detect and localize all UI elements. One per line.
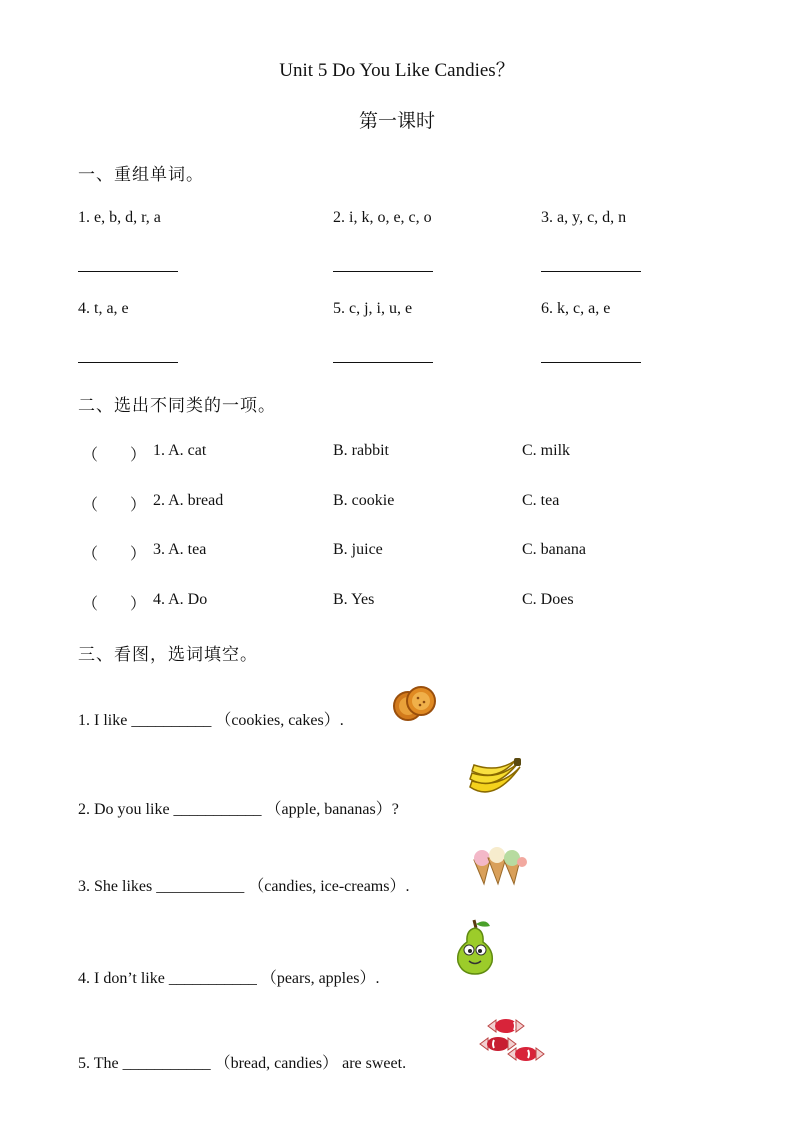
fill-blank-5[interactable]: ___________ (122, 1055, 211, 1072)
scramble-item-1: 1. e, b, d, r, a (78, 209, 161, 226)
answer-line-5[interactable] (333, 362, 433, 363)
banana-icon (466, 757, 524, 803)
question-4-option-b: B. Yes (333, 591, 375, 608)
answer-line-4[interactable] (78, 362, 178, 363)
question-4-option-a: 4. A. Do (153, 591, 208, 608)
fill-blank-2[interactable]: ___________ (173, 801, 262, 818)
pear-icon (452, 918, 498, 976)
fill-blank-3[interactable]: ___________ (156, 878, 245, 895)
section2-heading: 二、选出不同类的一项。 (78, 396, 276, 415)
question-3-option-a: 3. A. tea (153, 541, 207, 558)
answer-line-2[interactable] (333, 271, 433, 272)
answer-line-3[interactable] (541, 271, 641, 272)
question-1-option-b: B. rabbit (333, 442, 389, 459)
candies-icon (478, 1014, 546, 1064)
question-1-option-a: 1. A. cat (153, 442, 207, 459)
question-2-option-a: 2. A. bread (153, 492, 224, 509)
section3-heading: 三、看图，选词填空。 (78, 645, 258, 664)
answer-bracket-4[interactable]: （ ） (82, 596, 147, 613)
fill-blank-1[interactable]: __________ (131, 712, 212, 729)
fill-sentence-3: 3. She likes ___________ （candies, ice-creams）. (78, 878, 410, 895)
scramble-item-6: 6. k, c, a, e (541, 300, 611, 317)
scramble-item-3: 3. a, y, c, d, n (541, 209, 627, 226)
fill-blank-4[interactable]: ___________ (168, 970, 257, 987)
question-3-option-c: C. banana (522, 541, 586, 558)
section1-heading: 一、重组单词。 (78, 165, 204, 184)
answer-bracket-3[interactable]: （ ） (82, 546, 147, 563)
ice-cream-icon (470, 846, 528, 886)
question-1-option-c: C. milk (522, 442, 571, 459)
scramble-item-2: 2. i, k, o, e, c, o (333, 209, 432, 226)
question-2-option-b: B. cookie (333, 492, 395, 509)
lesson-subtitle: 第一课时 (358, 111, 435, 132)
scramble-item-5: 5. c, j, i, u, e (333, 300, 413, 317)
fill-sentence-1: 1. I like __________ （cookies, cakes）. (78, 712, 344, 729)
page-title: Unit 5 Do You Like Candies？ (279, 60, 515, 81)
answer-line-6[interactable] (541, 362, 641, 363)
question-2-option-c: C. tea (522, 492, 560, 509)
question-4-option-c: C. Does (522, 591, 574, 608)
answer-bracket-2[interactable]: （ ） (82, 497, 147, 514)
answer-line-1[interactable] (78, 271, 178, 272)
fill-sentence-5: 5. The ___________ （bread, candies） are sweet. (78, 1055, 407, 1072)
question-3-option-b: B. juice (333, 541, 383, 558)
fill-sentence-2: 2. Do you like ___________ （apple, bananas）? (78, 801, 399, 818)
cookies-icon (392, 684, 438, 724)
fill-sentence-4: 4. I don’t like ___________ （pears, apples）. (78, 970, 380, 987)
scramble-item-4: 4. t, a, e (78, 300, 129, 317)
answer-bracket-1[interactable]: （ ） (82, 447, 147, 464)
